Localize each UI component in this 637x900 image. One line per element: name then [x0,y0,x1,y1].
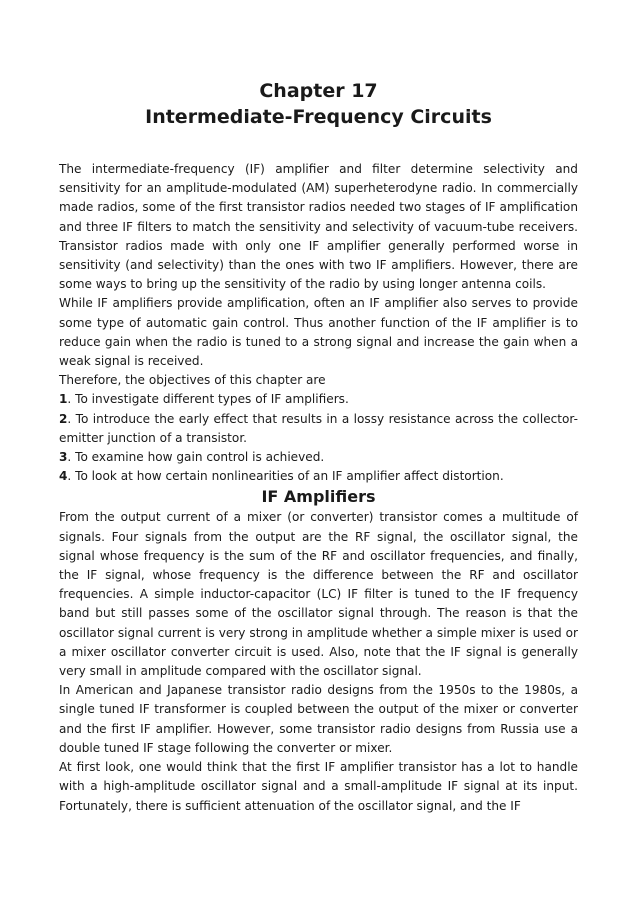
chapter-title: Intermediate-Frequency Circuits [145,106,492,128]
section-paragraph: From the output current of a mixer (or converter) transistor comes a multitude of signals. Four signals from the output are the RF signal, the oscillator signal, the signal whose frequency is the sum of the RF and oscillator frequencies, and finally, the IF signal, whose frequency is the difference between the RF and oscillator frequencies. A simple inductor-capacitor (LC) IF filter is tuned to the IF frequency band but still passes some of the oscillator signal through. The reason is that the oscillator signal current is very strong in amplitude whether a simple mixer is used or a mixer oscillator converter circuit is used. Also, note that the IF signal is generally very small in amplitude compared with the oscillator signal. [59,510,578,679]
objective-text: . To investigate different types of IF amplifiers. [67,392,349,407]
intro-paragraph: While IF amplifiers provide amplification, often an IF amplifier also serves to provide some type of automatic gain control. Thus another function of the IF amplifier is to reduce gain when the radio is tuned to a strong signal and increase the gain when a weak signal is received. [59,296,578,369]
objective-text: . To look at how certain nonlinearities of an IF amplifier affect distortion. [67,469,504,484]
section-paragraph: At first look, one would think that the first IF amplifier transistor has a lot to handle with a high-amplitude oscillator signal and a small-amplitude IF signal at its input. Fortunately, there is sufficient attenuation of the oscillator signal, and the IF [59,760,578,813]
objective-text: . To introduce the early effect that results in a lossy resistance across the collector-emitter junction of a transistor. [59,411,578,445]
objective-number: 3 [59,450,68,465]
objective-number: 1 [59,392,68,407]
document-page [59,78,578,816]
objective-item [59,390,578,409]
section-heading: IF Amplifiers [261,487,376,507]
objective-item [59,467,578,486]
chapter-heading [59,78,578,130]
objective-text: . To examine how gain control is achieved. [67,450,325,465]
chapter-number: Chapter 17 [259,80,378,102]
objective-item [59,448,578,467]
objective-number: 4 [59,469,68,484]
objective-number: 2 [59,411,68,426]
intro-paragraph: The intermediate-frequency (IF) amplifier and filter determine selectivity and sensitivity for an amplitude-modulated (AM) superheterodyne radio. In commercially made radios, some of the first transistor radios needed two stages of IF amplification and three IF filters to match the sensitivity and selectivity of vacuum-tube receivers. Transistor radios made with only one IF amplifier generally performed worse in sensitivity (and selectivity) than the ones with two IF amplifiers. However, there are some ways to bring up the sensitivity of the radio by using longer antenna coils. [59,162,578,292]
objective-item [59,410,578,448]
intro-paragraph: Therefore, the objectives of this chapter are [59,373,326,388]
section-paragraph: In American and Japanese transistor radio designs from the 1950s to the 1980s, a single tuned IF transformer is coupled between the output of the mixer or converter and the first IF amplifier. However, some transistor radio designs from Russia use a double tuned IF stage following the converter or mixer. [59,683,578,755]
